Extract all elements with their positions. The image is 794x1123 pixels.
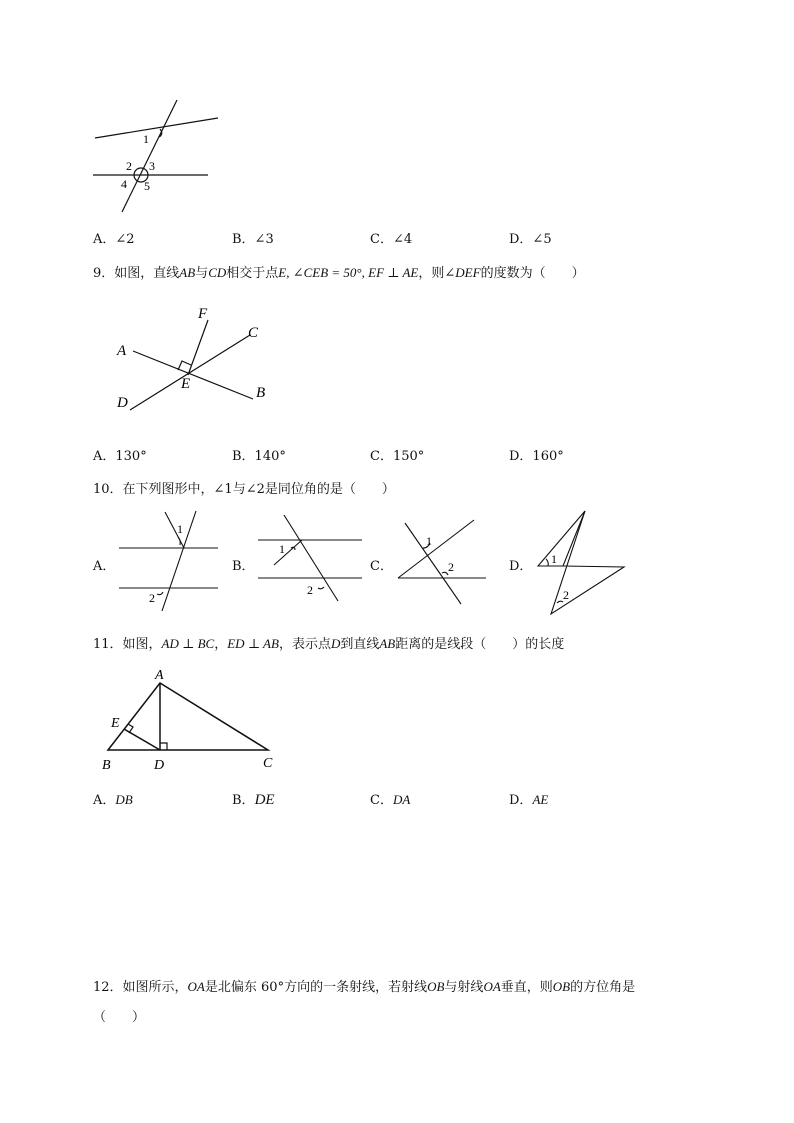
q10c-label-1: 1 [426,534,432,548]
q9-option-a[interactable]: A．130° [93,449,147,464]
q11-option-c[interactable] [370,789,410,808]
q8-label-3: 3 [149,159,155,173]
q9-label-D: D [117,395,128,411]
q11-line-ab: AB [379,636,396,651]
q11-label-E: E [111,716,120,731]
q12-end: 的方位角是 [570,980,636,995]
q12-ob: OB [427,979,445,994]
q10-stem: 10．在下列图形中，∠1与∠2是同位角的是（ ） [93,482,395,497]
q11-label-A: A [155,668,164,683]
q9-prefix: 9．如图，直线 [93,266,180,281]
q10b-label-2: 2 [307,583,313,597]
q9-option-b[interactable]: B．140° [232,449,286,464]
q11-option-a-value: DB [115,792,133,807]
q9-option-d[interactable]: D．160° [509,449,564,464]
q10-option-a-label[interactable]: A． [93,559,116,574]
q11-prefix: 11．如图， [93,637,162,652]
q9-condition: E, ∠CEB = 50°, EF ⊥ AE [278,265,419,280]
q11-cond-1: AD ⊥ BC [161,636,215,651]
q9-tail: ，则∠ [418,266,456,281]
q11-label-D: D [154,758,165,773]
q9-yu: 与 [195,266,209,281]
q11-option-a-prefix: A． [93,793,116,808]
q11-mid: ，表示点 [278,637,331,652]
q11-option-b-value: DE [254,792,275,808]
q9-mid: 相交于点 [226,266,279,281]
q9-option-c[interactable]: C．150° [370,449,425,464]
q12-answer-paren: （ ） [93,1010,146,1025]
q11-option-b-prefix: B． [232,793,255,808]
q12-mid3: 垂直，则 [500,980,553,995]
q9-label-F: F [198,306,208,322]
q12-stem [93,976,635,995]
q12-prefix: 12．如图所示， [93,980,188,995]
q11-option-d[interactable] [509,789,548,808]
q11-option-b[interactable] [232,789,275,809]
q11-mid2: 到直线 [340,637,380,652]
q11-label-B: B [102,758,111,773]
q11-option-c-prefix: C． [370,793,393,808]
q11-option-d-value: AE [532,792,549,807]
q8-option-b[interactable]: B．∠3 [232,232,274,247]
q11-label-C: C [263,756,273,771]
q9-label-A: A [117,343,127,359]
q10b-label-1: 1 [279,542,285,556]
q11-triangle-abc [108,683,268,750]
q11-right-angle-d [160,743,167,750]
q8-option-c[interactable]: C．∠4 [370,232,413,247]
q10c-label-2: 2 [448,560,454,574]
q9-label-C: C [248,325,259,341]
q8-label-4: 4 [121,177,127,191]
q9-label-B: B [256,385,266,401]
q9-def: DEF [455,265,481,280]
q8-label-1: 1 [143,132,149,146]
q12-mid: 是北偏东 60°方向的一条射线，若射线 [204,980,428,995]
q10-option-b-label[interactable]: B． [232,559,255,574]
q12-mid2: 与射线 [444,980,484,995]
q9-ab: AB [179,265,196,280]
q8-option-d[interactable]: D．∠5 [509,232,552,247]
q10d-label-1: 1 [551,552,557,566]
q10a-label-2: 2 [149,591,155,605]
q11-cond-2: ED ⊥ AB [227,636,279,651]
q8-label-2: 2 [126,159,132,173]
q10-option-c-label[interactable]: C． [370,559,393,574]
q10d-label-2: 2 [563,588,569,602]
q12-ob-2: OB [552,979,571,994]
q12-oa-2: OA [483,979,501,994]
q11-option-a[interactable] [93,789,133,808]
q11-end: 距离的是线段（ ）的长度 [395,637,565,652]
q8-option-a[interactable]: A．∠2 [93,232,135,247]
q11-point-d: D [330,636,341,651]
q11-sep: ， [214,637,228,652]
q10-option-d-label[interactable]: D． [509,559,533,574]
q11-option-c-value: DA [392,792,411,807]
q10a-label-1: 1 [177,522,183,536]
q11-option-d-prefix: D． [509,793,533,808]
q12-oa: OA [187,979,205,994]
q8-label-5: 5 [144,179,150,193]
q9-label-E: E [181,376,191,392]
q9-end: 的度数为（ ） [480,266,585,281]
q9-cd: CD [208,265,227,280]
